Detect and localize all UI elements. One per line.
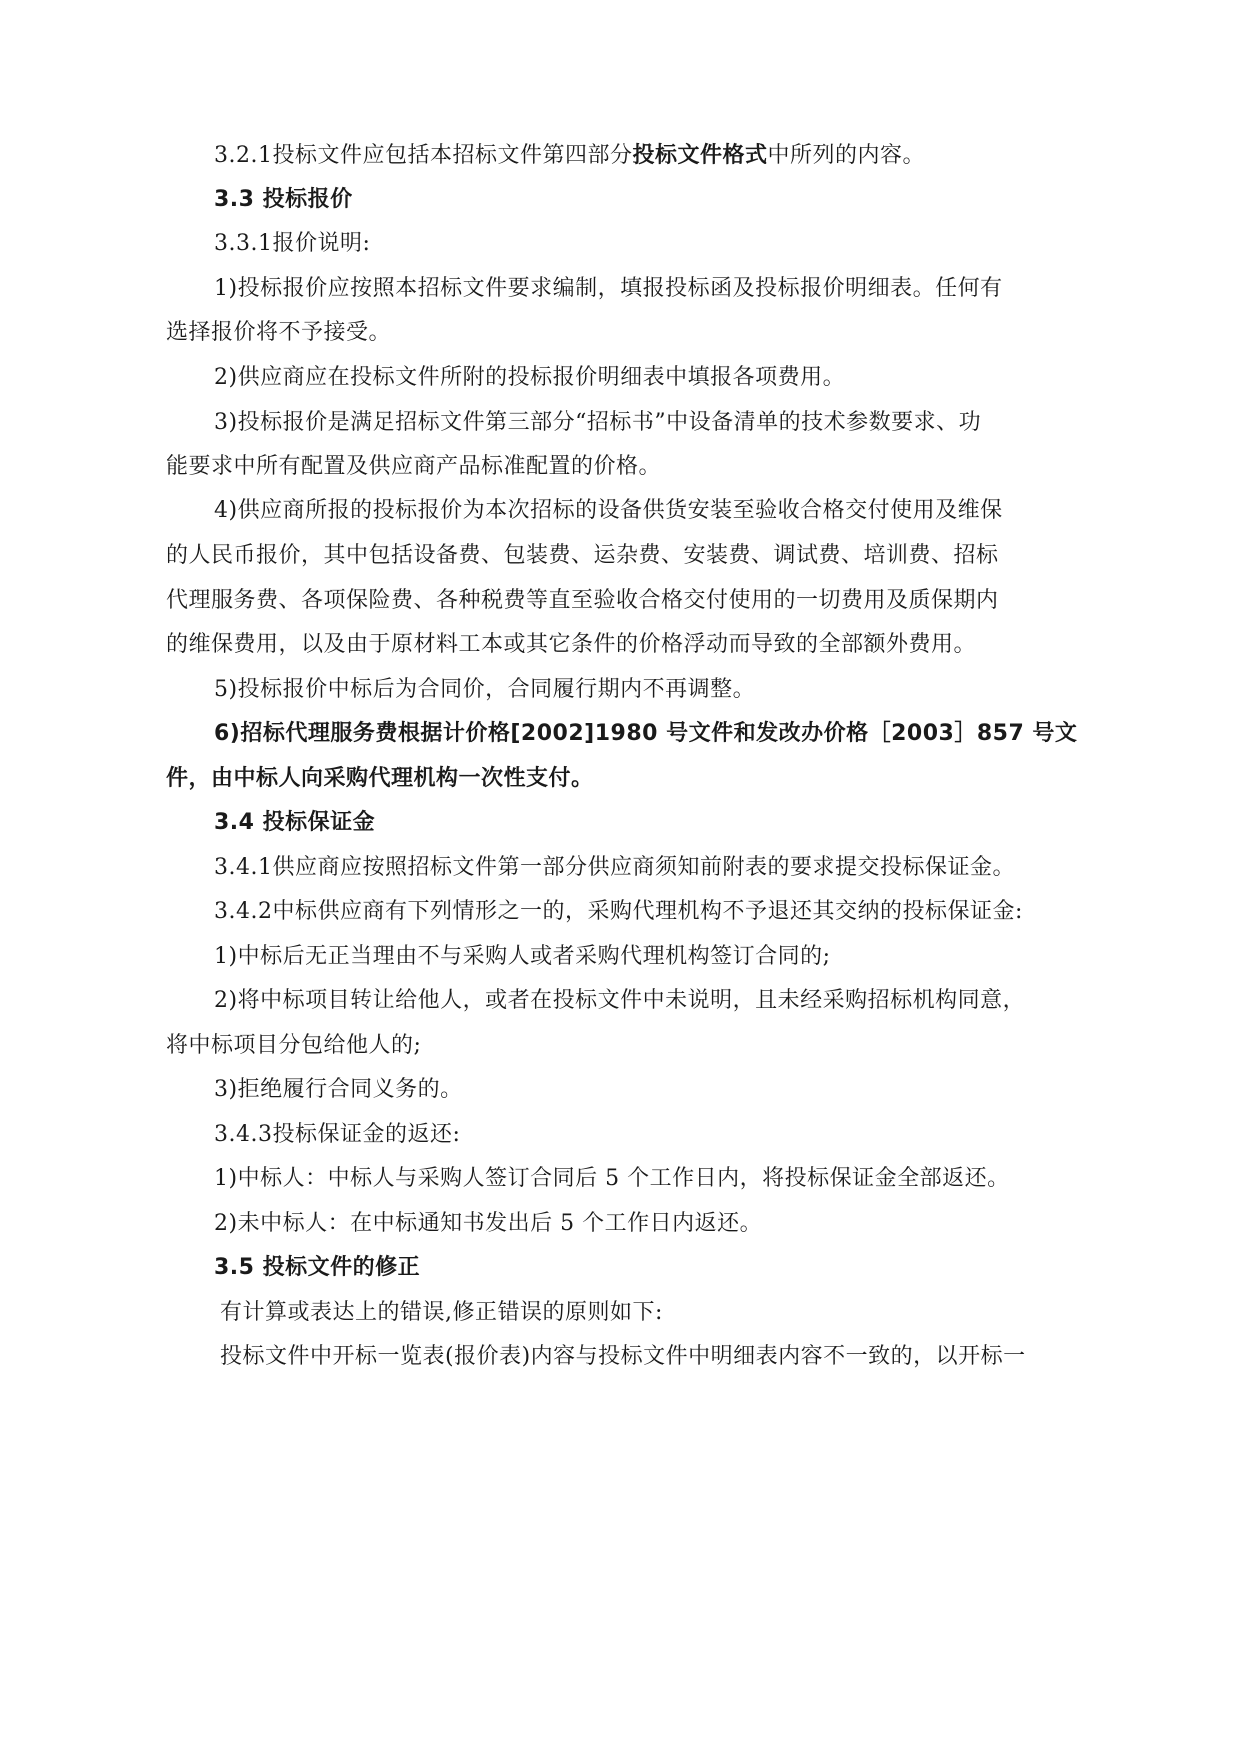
- paragraph-item-1-line-1: 1)投标报价应按照本招标文件要求编制，填报投标函及投标报价明细表。任何有: [214, 276, 1003, 301]
- forfeit-item-2-line-2: 将中标项目分包给他人的;: [166, 1033, 422, 1058]
- paragraph-item-3-line-2: 能要求中所有配置及供应商产品标准配置的价格。: [166, 454, 662, 479]
- text: 3.2.1投标文件应包括本招标文件第四部分: [214, 143, 633, 168]
- forfeit-item-1: 1)中标后无正当理由不与采购人或者采购代理机构签订合同的;: [214, 944, 831, 969]
- text: 中所列的内容。: [767, 143, 926, 168]
- paragraph-item-4-line-1: 4)供应商所报的投标报价为本次招标的设备供货安装至验收合格交付使用及维保: [214, 498, 1003, 523]
- paragraph-item-5: 5)投标报价中标后为合同价，合同履行期内不再调整。: [214, 677, 756, 702]
- correction-intro: 有计算或表达上的错误,修正错误的原则如下:: [220, 1300, 663, 1325]
- paragraph-3-4-2: 3.4.2中标供应商有下列情形之一的，采购代理机构不予退还其交纳的投标保证金:: [214, 899, 1023, 924]
- paragraph-item-4-line-2: 的人民币报价，其中包括设备费、包装费、运杂费、安装费、调试费、培训费、招标: [166, 543, 999, 568]
- forfeit-item-2-line-1: 2)将中标项目转让给他人，或者在投标文件中未说明，且未经采购招标机构同意，: [214, 988, 1026, 1013]
- refund-item-2: 2)未中标人：在中标通知书发出后 5 个工作日内返还。: [214, 1211, 763, 1236]
- bold-term: 投标文件格式: [632, 143, 768, 168]
- paragraph-item-3-line-1: 3)投标报价是满足招标文件第三部分“招标书”中设备清单的技术参数要求、功: [214, 410, 982, 435]
- paragraph-item-4-line-4: 的维保费用，以及由于原材料工本或其它条件的价格浮动而导致的全部额外费用。: [166, 632, 977, 657]
- correction-rule-line-1: 投标文件中开标一览表(报价表)内容与投标文件中明细表内容不一致的，以开标一: [220, 1344, 1026, 1369]
- forfeit-item-3: 3)拒绝履行合同义务的。: [214, 1077, 463, 1102]
- paragraph-3-4-3: 3.4.3投标保证金的返还:: [214, 1122, 461, 1147]
- heading-3-5: 3.5 投标文件的修正: [214, 1255, 421, 1280]
- refund-item-1: 1)中标人：中标人与采购人签订合同后 5 个工作日内，将投标保证金全部返还。: [214, 1166, 1010, 1191]
- paragraph-item-4-line-3: 代理服务费、各项保险费、各种税费等直至验收合格交付使用的一切费用及质保期内: [166, 588, 999, 613]
- paragraph-item-1-line-2: 选择报价将不予接受。: [166, 320, 392, 345]
- paragraph-item-6-line-2: 件，由中标人向采购代理机构一次性支付。: [166, 766, 594, 791]
- paragraph-3-4-1: 3.4.1供应商应按照招标文件第一部分供应商须知前附表的要求提交投标保证金。: [214, 855, 1015, 880]
- paragraph-3-2-1: [214, 141, 925, 171]
- heading-3-4: 3.4 投标保证金: [214, 810, 376, 835]
- paragraph-item-6-line-1: 6)招标代理服务费根据计价格[2002]1980 号文件和发改办价格［2003］857 号文: [214, 721, 1078, 746]
- heading-3-3: 3.3 投标报价: [214, 187, 353, 212]
- paragraph-item-2: 2)供应商应在投标文件所附的投标报价明细表中填报各项费用。: [214, 365, 846, 390]
- paragraph-3-3-1: 3.3.1报价说明:: [214, 231, 371, 256]
